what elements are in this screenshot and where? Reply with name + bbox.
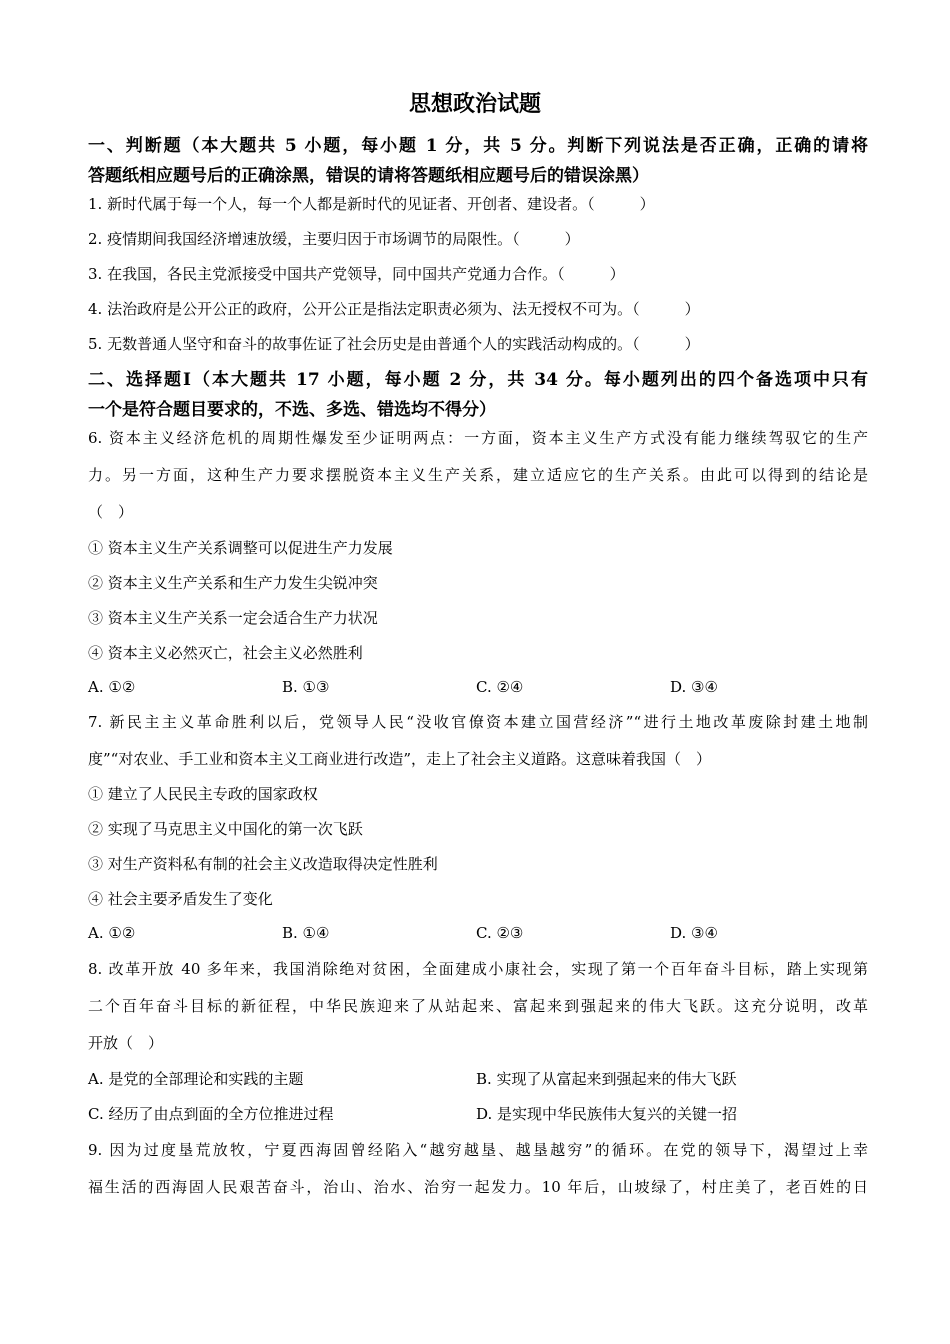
question-7-option-a: A. ①② [88, 924, 136, 942]
section-1-heading-line-2: 答题纸相应题号后的正确涂黑，错误的请将答题纸相应题号后的错误涂黑） [88, 166, 649, 186]
question-7-stem-line-1: 7. 新民主主义革命胜利以后，党领导人民“没收官僚资本建立国营经济”“进行土地改革废除封建土地制 [88, 713, 868, 731]
question-6-item-2: ② 资本主义生产关系和生产力发生尖锐冲突 [88, 574, 378, 592]
question-6-option-b: B. ①③ [282, 678, 330, 696]
question-7-stem-line-2: 度”“对农业、手工业和资本主义工商业进行改造”，走上了社会主义道路。这意味着我国（ ） [88, 750, 712, 768]
question-7-item-2: ② 实现了马克思主义中国化的第一次飞跃 [88, 820, 363, 838]
question-8-option-d: D. 是实现中华民族伟大复兴的关键一招 [476, 1105, 738, 1123]
question-8-option-c: C. 经历了由点到面的全方位推进过程 [88, 1105, 334, 1123]
question-6-item-1: ① 资本主义生产关系调整可以促进生产力发展 [88, 539, 393, 557]
question-8-option-a: A. 是党的全部理论和实践的主题 [88, 1070, 304, 1088]
question-7-item-3: ③ 对生产资料私有制的社会主义改造取得决定性胜利 [88, 855, 438, 873]
true-false-question-3: 3. 在我国，各民主党派接受中国共产党领导，同中国共产党通力合作。（ ） [88, 265, 625, 283]
true-false-question-1: 1. 新时代属于每一个人，每一个人都是新时代的见证者、开创者、建设者。（ ） [88, 195, 655, 213]
question-6-stem-line-3: （ ） [88, 503, 134, 521]
page-title: 思想政治试题 [408, 91, 541, 117]
section-1-heading-line-1: 一、判断题（本大题共 5 小题，每小题 1 分，共 5 分。判断下列说法是否正确，正确的请将 [88, 136, 868, 156]
question-8-stem-line-2: 二个百年奋斗目标的新征程，中华民族迎来了从站起来、富起来到强起来的伟大飞跃。这充分说明，改革 [88, 997, 868, 1015]
question-9-stem-line-1: 9. 因为过度垦荒放牧，宁夏西海固曾经陷入“越穷越垦、越垦越穷”的循环。在党的领导下，渴望过上幸 [88, 1141, 868, 1159]
section-2-heading-line-1: 二、选择题Ⅰ（本大题共 17 小题，每小题 2 分，共 34 分。每小题列出的四个备选项中只有 [88, 370, 868, 390]
question-7-item-1: ① 建立了人民民主专政的国家政权 [88, 785, 318, 803]
true-false-question-4: 4. 法治政府是公开公正的政府，公开公正是指法定职责必须为、法无授权不可为。（ ） [88, 300, 700, 318]
section-2-heading-line-2: 一个是符合题目要求的，不选、多选、错选均不得分） [88, 400, 496, 420]
question-6-stem-line-2: 力。另一方面，这种生产力要求摆脱资本主义生产关系，建立适应它的生产关系。由此可以得到的结论是 [88, 466, 868, 484]
question-7-option-b: B. ①④ [282, 924, 330, 942]
question-6-option-c: C. ②④ [476, 678, 524, 696]
question-8-stem-line-1: 8. 改革开放 40 多年来，我国消除绝对贫困，全面建成小康社会，实现了第一个百年奋斗目标，踏上实现第 [88, 960, 868, 978]
question-7-option-d: D. ③④ [670, 924, 718, 942]
question-6-item-4: ④ 资本主义必然灭亡，社会主义必然胜利 [88, 644, 363, 662]
question-9-stem-line-2: 福生活的西海固人民艰苦奋斗，治山、治水、治穷一起发力。10 年后，山坡绿了，村庄美了，老百姓的日 [88, 1178, 868, 1196]
question-8-stem-line-3: 开放（ ） [88, 1034, 164, 1052]
question-8-option-b: B. 实现了从富起来到强起来的伟大飞跃 [476, 1070, 737, 1088]
true-false-question-2: 2. 疫情期间我国经济增速放缓，主要归因于市场调节的局限性。（ ） [88, 230, 580, 248]
true-false-question-5: 5. 无数普通人坚守和奋斗的故事佐证了社会历史是由普通个人的实践活动构成的。（ ） [88, 335, 700, 353]
question-6-option-a: A. ①② [88, 678, 136, 696]
question-7-option-c: C. ②③ [476, 924, 524, 942]
question-6-option-d: D. ③④ [670, 678, 718, 696]
question-6-stem-line-1: 6. 资本主义经济危机的周期性爆发至少证明两点：一方面，资本主义生产方式没有能力继续驾驭它的生产 [88, 429, 868, 447]
question-6-item-3: ③ 资本主义生产关系一定会适合生产力状况 [88, 609, 378, 627]
question-7-item-4: ④ 社会主要矛盾发生了变化 [88, 890, 273, 908]
